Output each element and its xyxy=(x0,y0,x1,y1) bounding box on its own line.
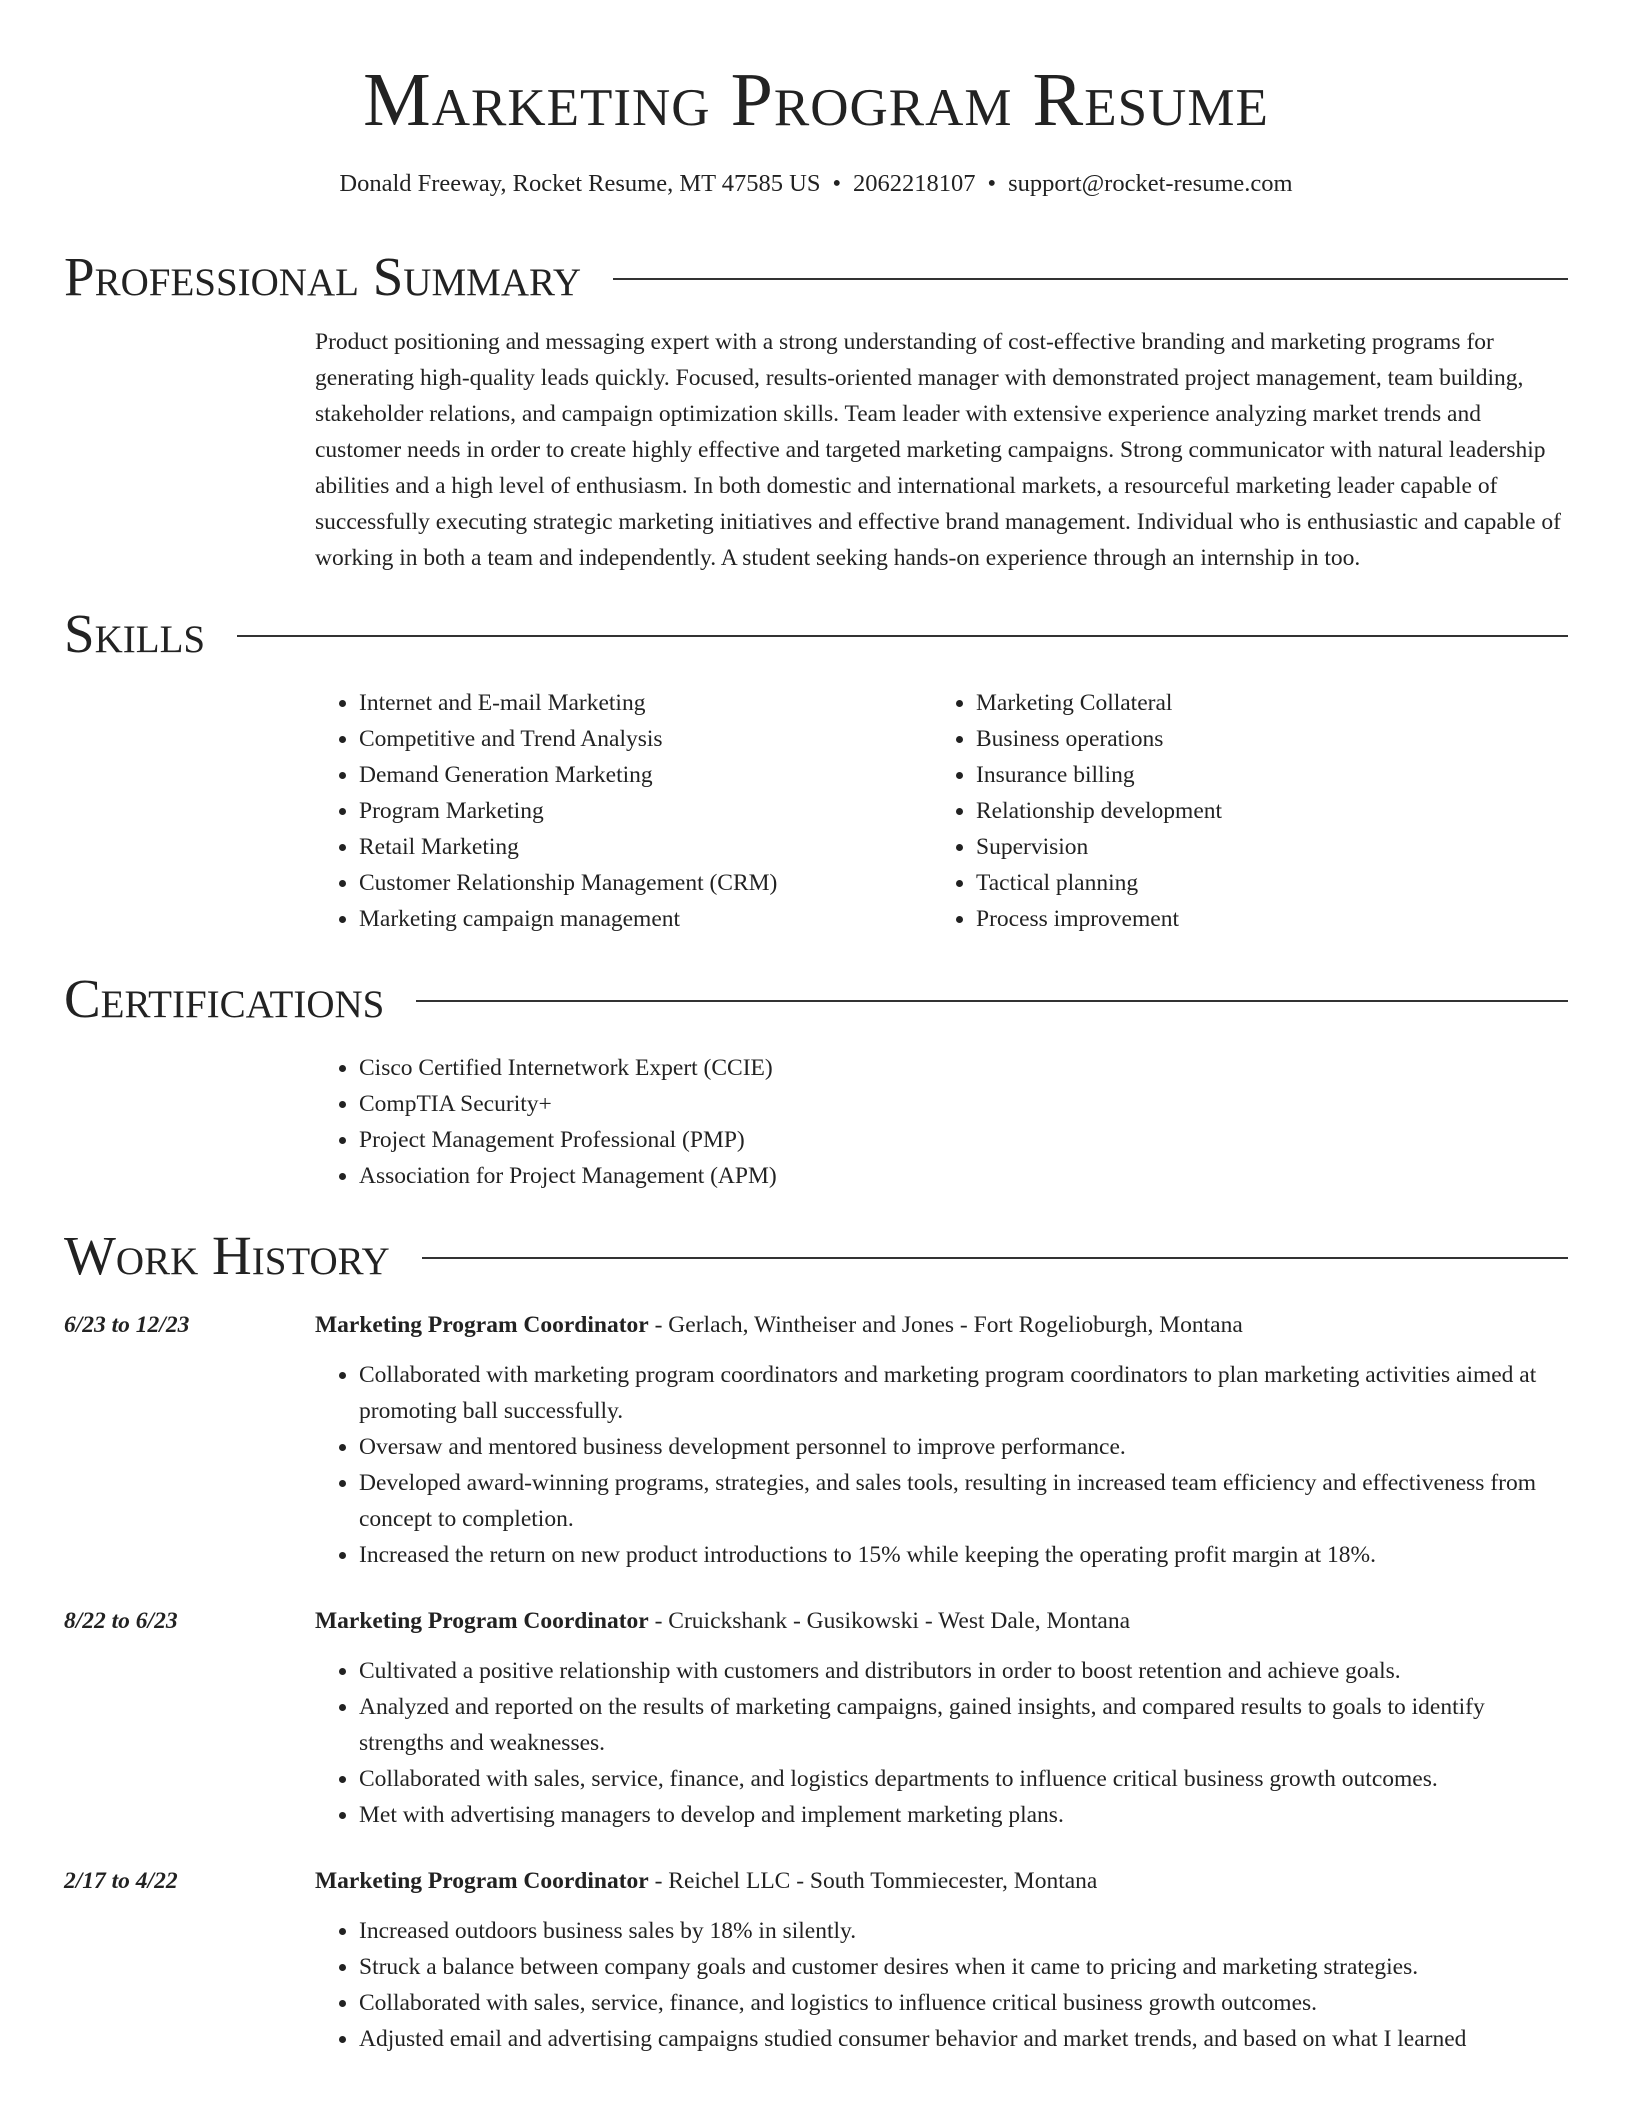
job-dates: 6/23 to 12/23 xyxy=(64,1311,190,1338)
job-bullet: • Collaborated with sales, service, finance, and logistics to influence critical business growth outcomes. xyxy=(359,1985,1568,2021)
job-title-line xyxy=(315,1603,1568,1639)
job-bullet: • Collaborated with marketing program coordinators and marketing program coordinators to plan marketing activities aimed at promoting ball successfully. xyxy=(359,1357,1568,1429)
job-bullet: • Increased outdoors business sales by 18% in silently. xyxy=(359,1913,1568,1949)
skill-item: • Marketing Collateral xyxy=(976,685,1549,721)
section-divider xyxy=(416,1000,1568,1002)
skills-heading: Skills xyxy=(64,602,206,664)
summary-text: Product positioning and messaging expert with a strong understanding of cost-effective branding and marketing programs for generating high-quality leads quickly. Focused, results-oriented manager with demonstrated project management, team building, stakeholder relations, and campaign optimization skills. Team leader with extensive experience analyzing market trends and customer needs in order to create highly effective and targeted marketing campaigns. Strong communicator with natural leadership abilities and a high level of enthusiasm. In both domestic and international markets, a resourceful marketing leader capable of successfully executing strategic marketing initiatives and effective brand management. Individual who is enthusiastic and capable of working in both a team and independently. A student seeking hands-on experience through an internship in too. xyxy=(315,328,1561,571)
certification-item: • Project Management Professional (PMP) xyxy=(359,1122,1568,1158)
contact-phone: 2062218107 xyxy=(853,170,976,197)
job-bullet: • Analyzed and reported on the results of marketing campaigns, gained insights, and compared results to goals to identify strengths and weaknesses. xyxy=(359,1689,1568,1761)
skill-item: • Retail Marketing xyxy=(359,829,932,865)
skills-section-header xyxy=(64,602,1568,664)
section-divider xyxy=(422,1257,1568,1259)
section-divider xyxy=(237,635,1568,637)
certification-item: • CompTIA Security+ xyxy=(359,1086,1568,1122)
skill-item: • Customer Relationship Management (CRM) xyxy=(359,865,932,901)
certifications-section-header xyxy=(64,967,1568,1029)
job-details xyxy=(315,1307,1568,1573)
certifications-list xyxy=(315,1050,1568,1194)
skill-item: • Competitive and Trend Analysis xyxy=(359,721,932,757)
job-entry xyxy=(64,1603,1568,1833)
certification-item: • Association for Project Management (APM) xyxy=(359,1158,1568,1194)
job-dates: 2/17 to 4/22 xyxy=(64,1867,178,1894)
job-bullet: • Cultivated a positive relationship with customers and distributors in order to boost retention and achieve goals. xyxy=(359,1653,1568,1689)
contact-email: support@rocket-resume.com xyxy=(1008,170,1293,197)
job-bullet: • Met with advertising managers to develop and implement marketing plans. xyxy=(359,1797,1568,1833)
section-divider xyxy=(613,278,1568,280)
job-entry xyxy=(64,1863,1568,2057)
job-details xyxy=(315,1863,1568,2057)
job-bullet: • Struck a balance between company goals and customer desires when it came to pricing and marketing strategies. xyxy=(359,1949,1568,1985)
job-role: Marketing Program Coordinator xyxy=(315,1311,649,1338)
job-role: Marketing Program Coordinator xyxy=(315,1607,649,1634)
skills-list xyxy=(315,685,1568,937)
job-bullet: • Developed award-winning programs, strategies, and sales tools, resulting in increased team efficiency and effectiveness from concept to completion. xyxy=(359,1465,1568,1537)
job-bullet: • Oversaw and mentored business development personnel to improve performance. xyxy=(359,1429,1568,1465)
certification-item: • Cisco Certified Internetwork Expert (CCIE) xyxy=(359,1050,1568,1086)
contact-address: Donald Freeway, Rocket Resume, MT 47585 US xyxy=(339,170,821,197)
resume-title: Marketing Program Resume xyxy=(363,58,1269,142)
job-bullet: • Adjusted email and advertising campaigns studied consumer behavior and market trends, and based on what I learned xyxy=(359,2021,1568,2057)
job-employer: - Reichel LLC - South Tommiecester, Montana xyxy=(648,1867,1098,1894)
skill-item: • Process improvement xyxy=(976,901,1549,937)
job-dates: 8/22 to 6/23 xyxy=(64,1607,178,1634)
job-title-line xyxy=(315,1307,1568,1343)
certifications-heading: Certifications xyxy=(64,967,385,1029)
work-history-heading: Work History xyxy=(64,1224,390,1286)
skill-item: • Business operations xyxy=(976,721,1549,757)
summary-section-header xyxy=(64,245,1568,307)
job-title-line xyxy=(315,1863,1568,1899)
contact-separator: • xyxy=(832,170,842,197)
job-employer: - Gerlach, Wintheiser and Jones - Fort Rogelioburgh, Montana xyxy=(648,1311,1243,1338)
resume-page xyxy=(64,0,1568,2057)
contact-line xyxy=(64,172,1568,197)
skill-item: • Demand Generation Marketing xyxy=(359,757,932,793)
job-role: Marketing Program Coordinator xyxy=(315,1867,649,1894)
job-details xyxy=(315,1603,1568,1833)
job-bullet: • Increased the return on new product introductions to 15% while keeping the operating profit margin at 18%. xyxy=(359,1537,1568,1573)
skill-item: • Tactical planning xyxy=(976,865,1549,901)
skill-item: • Marketing campaign management xyxy=(359,901,932,937)
contact-separator: • xyxy=(987,170,997,197)
skill-item: • Internet and E-mail Marketing xyxy=(359,685,932,721)
skill-item: • Program Marketing xyxy=(359,793,932,829)
work-history-section-header xyxy=(64,1224,1568,1286)
summary-heading: Professional Summary xyxy=(64,245,582,307)
job-bullet: • Collaborated with sales, service, finance, and logistics departments to influence critical business growth outcomes. xyxy=(359,1761,1568,1797)
job-entry xyxy=(64,1307,1568,1573)
skill-item: • Insurance billing xyxy=(976,757,1549,793)
job-employer: - Cruickshank - Gusikowski - West Dale, Montana xyxy=(648,1607,1131,1634)
skill-item: • Relationship development xyxy=(976,793,1549,829)
skills-column-right xyxy=(932,685,1549,937)
skills-column-left xyxy=(315,685,932,937)
skill-item: • Supervision xyxy=(976,829,1549,865)
